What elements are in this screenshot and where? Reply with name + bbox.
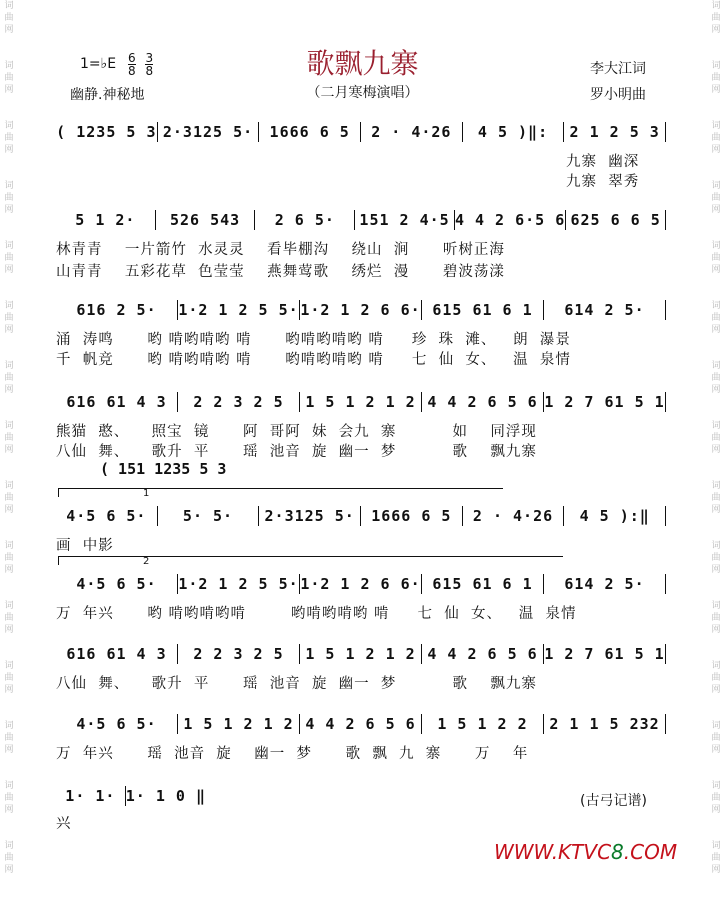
watermark-text: 词 曲 网 bbox=[4, 481, 14, 515]
measure: 4 5 )‖: bbox=[463, 122, 565, 142]
lyricist-credit: 李大江词 bbox=[590, 61, 646, 77]
watermark-text: 词 曲 网 bbox=[4, 361, 14, 395]
lyric-line: 兴 bbox=[56, 816, 72, 832]
measure: 625 6 6 5 bbox=[566, 210, 666, 230]
lyric-line: 山青青 五彩花草 色莹莹 燕舞莺歌 绣烂 漫 碧波荡漾 bbox=[56, 264, 505, 280]
measure: 1·2 1 2 6 6· bbox=[300, 575, 421, 593]
watermark-text: 词 曲 网 bbox=[4, 841, 14, 875]
measure: 4 4 2 6·5 6 bbox=[454, 211, 566, 229]
staff-line-6 bbox=[56, 574, 666, 594]
measure: 4 4 2 6 5 6 bbox=[422, 392, 544, 412]
measure: 1·2 1 2 5 5· bbox=[178, 301, 299, 319]
song-title: 歌飘九寨 bbox=[306, 47, 419, 80]
measure: 1 5 1 2 2 bbox=[422, 714, 544, 734]
watermark-text: 词 曲 网 bbox=[4, 781, 14, 815]
measure: 2 2 3 2 5 bbox=[178, 392, 300, 412]
notation-source: (古弓记谱) bbox=[580, 793, 647, 809]
measure: 615 61 6 1 bbox=[422, 300, 544, 320]
staff-line-9 bbox=[56, 786, 206, 806]
time-signature: $\frac{6}{8}$ $\frac{3}{8}$ bbox=[128, 51, 154, 78]
measure: 1 5 1 2 1 2 bbox=[300, 644, 422, 664]
watermark-text: 词 曲 网 bbox=[4, 421, 14, 455]
measure: 4 4 2 6 5 6 bbox=[300, 714, 422, 734]
measure: 151 2 4·5 bbox=[355, 210, 455, 230]
measure: 1666 6 5 bbox=[259, 122, 361, 142]
measure: 1 5 1 2 1 2 bbox=[300, 392, 422, 412]
lyric-line: 八仙 舞、 歌升 平 瑶 池音 旋 幽一 梦 歌 飘九寨 bbox=[56, 676, 537, 692]
watermark-text: 词 曲 网 bbox=[711, 121, 721, 155]
performer-subtitle: （二月寒梅演唱） bbox=[306, 85, 419, 101]
watermark-text: 词 曲 网 bbox=[4, 1, 14, 35]
lyric-line: 千 帆竞 哟 啃哟啃哟 啃 哟啃哟啃哟 啃 七 仙 女、 温 泉情 bbox=[56, 352, 571, 368]
measure: 2 · 4·26 bbox=[361, 122, 463, 142]
measure: 614 2 5· bbox=[544, 574, 666, 594]
watermark-text: 词 曲 网 bbox=[711, 61, 721, 95]
key-signature: 1=♭E bbox=[80, 56, 117, 72]
measure: 1·2 1 2 6 6· bbox=[300, 301, 421, 319]
measure: 2 1 1 5 232 bbox=[544, 714, 666, 734]
measure: 4·5 6 5· bbox=[56, 714, 178, 734]
measure: 4 4 2 6 5 6 bbox=[422, 644, 544, 664]
watermark-text: 词 曲 网 bbox=[4, 301, 14, 335]
measure: 4 5 ):‖ bbox=[564, 506, 666, 526]
tempo-marking: 幽静.神秘地 bbox=[70, 87, 145, 103]
measure: 526 543 bbox=[156, 210, 256, 230]
measure: 1· 1· bbox=[56, 786, 126, 806]
lyric-line: 万 年兴 瑶 池音 旋 幽一 梦 歌 飘 九 寨 万 年 bbox=[56, 746, 529, 762]
composer-credit: 罗小明曲 bbox=[590, 87, 646, 103]
staff-line-8 bbox=[56, 714, 666, 734]
watermark-text: 词 曲 网 bbox=[4, 661, 14, 695]
measure: 1666 6 5 bbox=[361, 506, 463, 526]
measure: 2·3125 5· bbox=[259, 506, 361, 526]
watermark-text: 词 曲 网 bbox=[711, 241, 721, 275]
watermark-text: 词 曲 网 bbox=[711, 481, 721, 515]
measure: 2 2 3 2 5 bbox=[178, 644, 300, 664]
measure: 616 2 5· bbox=[56, 300, 178, 320]
lyric-line: 万 年兴 哟 啃哟啃哟啃 哟啃哟啃哟 啃 七 仙 女、 温 泉情 bbox=[56, 606, 577, 622]
measure: 5 1 2· bbox=[56, 210, 156, 230]
measure: 1·2 1 2 5 5· bbox=[178, 575, 299, 593]
measure: 616 61 4 3 bbox=[56, 644, 178, 664]
measure: 5· 5· bbox=[158, 506, 260, 526]
watermark-text: 词 曲 网 bbox=[4, 601, 14, 635]
staff-line-3 bbox=[56, 300, 666, 320]
measure: 4·5 6 5· bbox=[56, 506, 158, 526]
measure: 4·5 6 5· bbox=[56, 574, 178, 594]
measure: 2·3125 5· bbox=[158, 122, 260, 142]
watermark-text: 词 曲 网 bbox=[711, 301, 721, 335]
watermark-left bbox=[2, 0, 16, 889]
measure: 1 2 7 61 5 1 bbox=[544, 645, 665, 663]
watermark-text: 词 曲 网 bbox=[4, 241, 14, 275]
watermark-right bbox=[709, 0, 723, 889]
staff-line-5 bbox=[56, 506, 666, 526]
watermark-text: 词 曲 网 bbox=[711, 661, 721, 695]
watermark-text: 词 曲 网 bbox=[4, 721, 14, 755]
lyric-line: 八仙 舞、 歌升 平 瑶 池音 旋 幽一 梦 歌 飘九寨 bbox=[56, 444, 537, 460]
lyric-line: 九寨 幽深 bbox=[566, 154, 640, 170]
watermark-text: 词 曲 网 bbox=[4, 121, 14, 155]
measure: 1 5 1 2 1 2 bbox=[178, 714, 300, 734]
staff-line-2 bbox=[56, 210, 666, 230]
lyric-line: 画 中影 bbox=[56, 538, 114, 554]
volta-2: 2 bbox=[58, 556, 563, 565]
watermark-text: 词 曲 网 bbox=[711, 841, 721, 875]
measure: 614 2 5· bbox=[544, 300, 666, 320]
lyric-line: 林青青 一片箭竹 水灵灵 看毕棚沟 绕山 涧 听树正海 bbox=[56, 242, 505, 258]
measure: 1 2 7 61 5 1 bbox=[544, 393, 665, 411]
measure: ( 1235 5 3 bbox=[56, 123, 157, 141]
watermark-text: 词 曲 网 bbox=[4, 181, 14, 215]
staff-line-7 bbox=[56, 644, 666, 664]
measure: 615 61 6 1 bbox=[422, 574, 544, 594]
watermark-text: 词 曲 网 bbox=[4, 61, 14, 95]
bracketed-measures: ( 151 1235 5 3 bbox=[100, 460, 227, 478]
watermark-text: 词 曲 网 bbox=[711, 421, 721, 455]
measure: 616 61 4 3 bbox=[56, 392, 178, 412]
measure: 2 1 2 5 3 bbox=[564, 122, 666, 142]
volta-1: 1 bbox=[58, 488, 503, 497]
watermark-text: 词 曲 网 bbox=[711, 541, 721, 575]
lyric-line: 九寨 翠秀 bbox=[566, 174, 640, 190]
measure: 1· 1 0 ‖ bbox=[125, 787, 206, 805]
lyric-line: 涌 涛鸣 哟 啃哟啃哟 啃 哟啃哟啃哟 啃 珍 珠 滩、 朗 瀑景 bbox=[56, 332, 571, 348]
watermark-text: 词 曲 网 bbox=[711, 721, 721, 755]
measure: 2 · 4·26 bbox=[463, 506, 565, 526]
watermark-text: 词 曲 网 bbox=[711, 361, 721, 395]
measure: 2 6 5· bbox=[255, 210, 355, 230]
staff-line-1 bbox=[56, 122, 666, 142]
watermark-text: 词 曲 网 bbox=[711, 1, 721, 35]
site-logo: WWW.KTVC8.COM bbox=[494, 840, 678, 864]
watermark-text: 词 曲 网 bbox=[711, 181, 721, 215]
staff-line-4 bbox=[56, 392, 666, 412]
lyric-line: 熊猫 憨、 照宝 镜 阿 哥阿 妹 会九 寨 如 同浮现 bbox=[56, 424, 537, 440]
watermark-text: 词 曲 网 bbox=[4, 541, 14, 575]
watermark-text: 词 曲 网 bbox=[711, 781, 721, 815]
watermark-text: 词 曲 网 bbox=[711, 601, 721, 635]
